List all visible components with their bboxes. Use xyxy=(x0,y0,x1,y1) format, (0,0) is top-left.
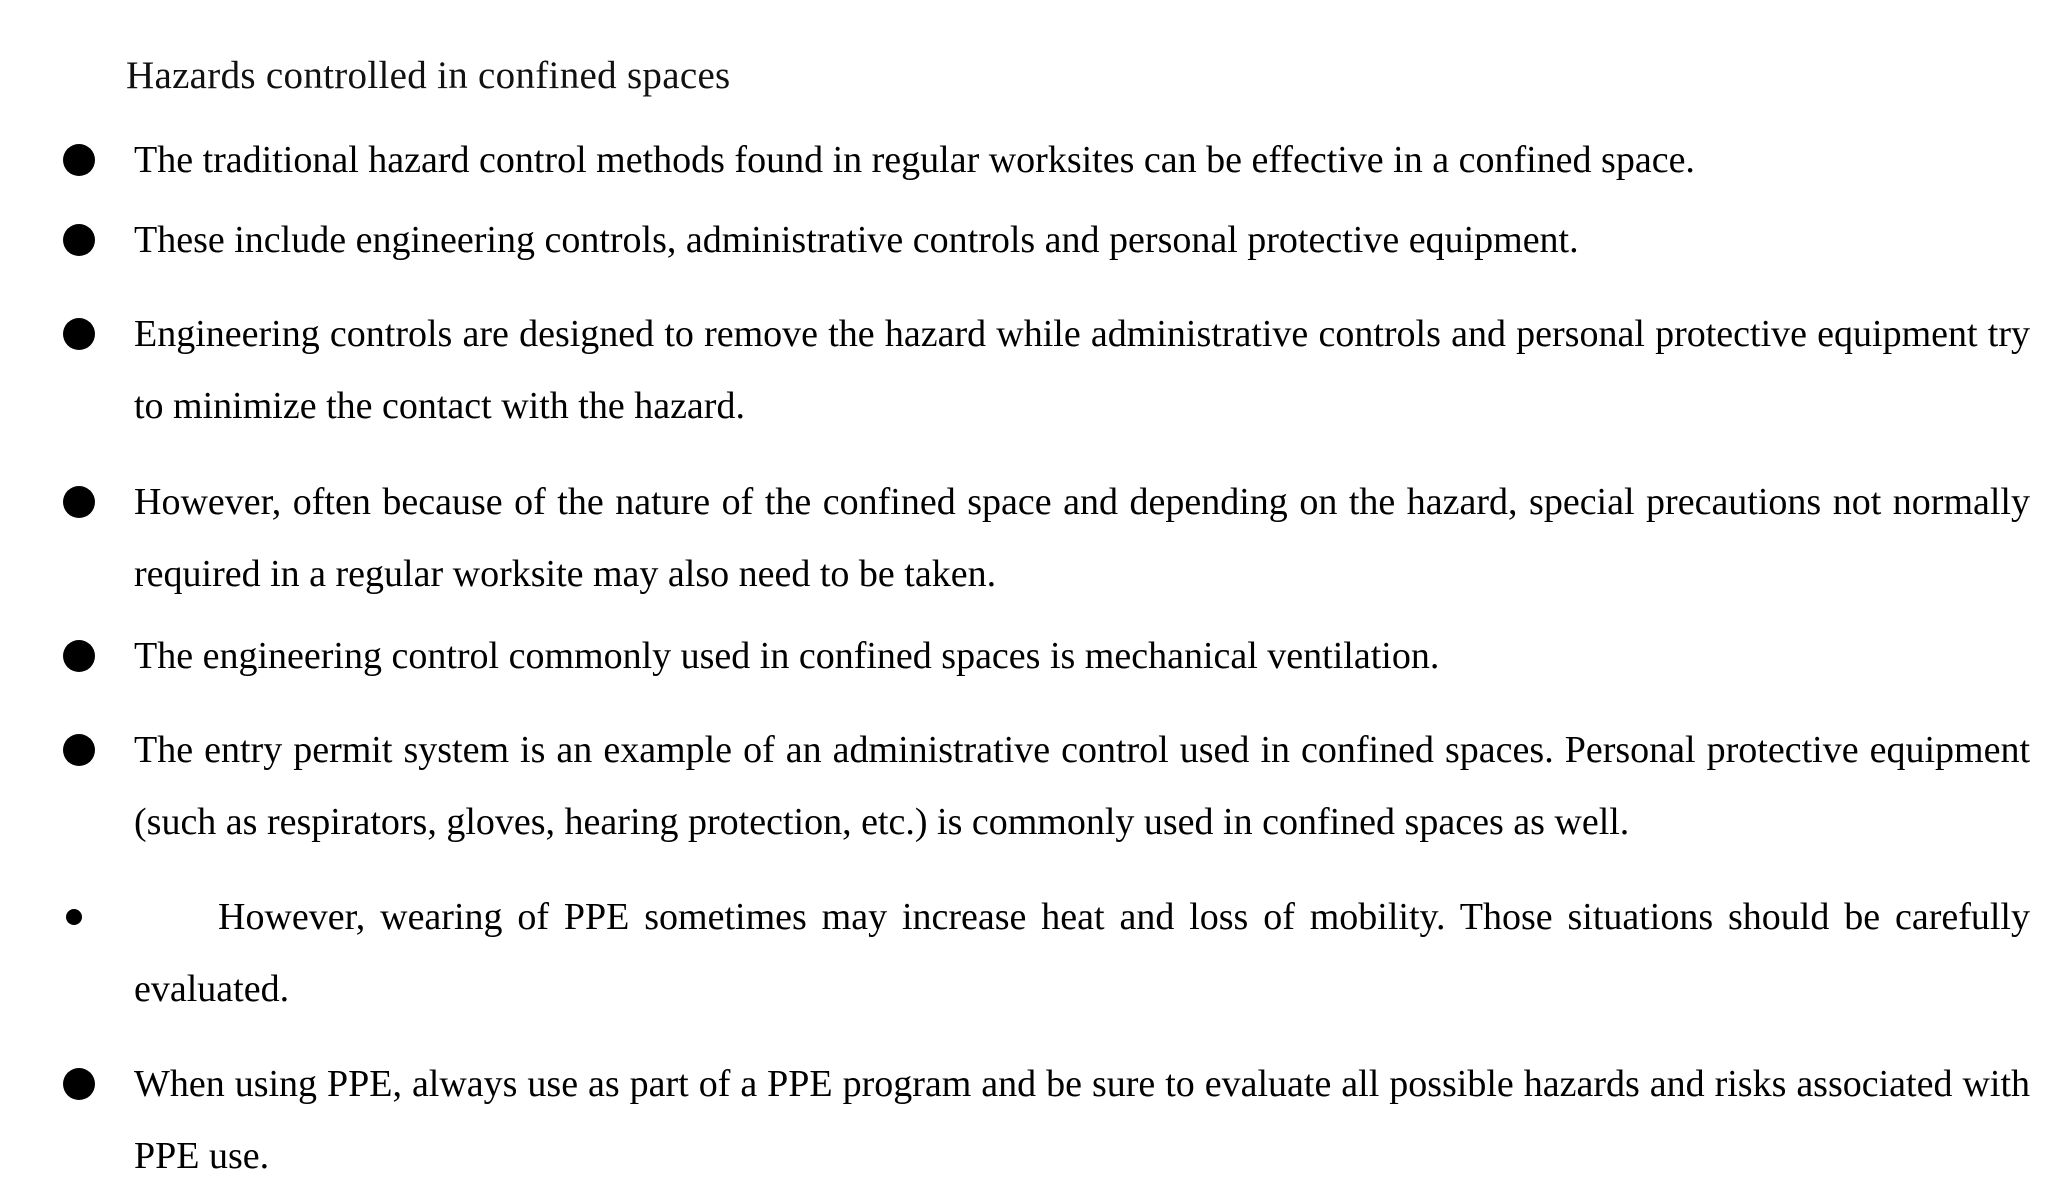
bullet-icon xyxy=(63,640,95,672)
list-item xyxy=(134,881,2030,1025)
list-item xyxy=(134,1048,2030,1192)
list-item-text: However, wearing of PPE sometimes may increase heat and loss of mobility. Those situations should be carefully evaluated. xyxy=(134,896,2030,1010)
page-title: Hazards controlled in confined spaces xyxy=(126,54,731,97)
list-item-text: When using PPE, always use as part of a PPE program and be sure to evaluate all possible hazards and risks associated with PPE use. xyxy=(134,1063,2030,1177)
list-item xyxy=(134,714,2030,858)
list-item-text: However, often because of the nature of the confined space and depending on the hazard, special precautions not normally required in a regular worksite may also need to be taken. xyxy=(134,481,2030,595)
bullet-icon xyxy=(63,734,95,766)
list-item-text: These include engineering controls, administrative controls and personal protective equipment. xyxy=(134,219,1579,261)
bullet-icon xyxy=(63,224,95,256)
list-item-text: Engineering controls are designed to remove the hazard while administrative controls and personal protective equipment try to minimize the contact with the hazard. xyxy=(134,313,2030,427)
list-item xyxy=(134,204,2030,276)
bullet-icon xyxy=(63,318,95,350)
list-item-text: The traditional hazard control methods found in regular worksites can be effective in a confined space. xyxy=(134,139,1695,181)
bullet-icon xyxy=(63,486,95,518)
list-item xyxy=(134,124,2030,196)
list-item xyxy=(134,620,2030,692)
list-item-text: The entry permit system is an example of an administrative control used in confined spaces. Personal protective equipment (such as respirators, gloves, hearing protection, etc.) is commonly used in confined spaces as well. xyxy=(134,729,2030,843)
list-item xyxy=(134,466,2030,610)
bullet-icon xyxy=(66,909,82,925)
list-item-text: The engineering control commonly used in confined spaces is mechanical ventilation. xyxy=(134,635,1440,677)
bullet-icon xyxy=(63,144,95,176)
list-item xyxy=(134,298,2030,442)
bullet-icon xyxy=(63,1068,95,1100)
